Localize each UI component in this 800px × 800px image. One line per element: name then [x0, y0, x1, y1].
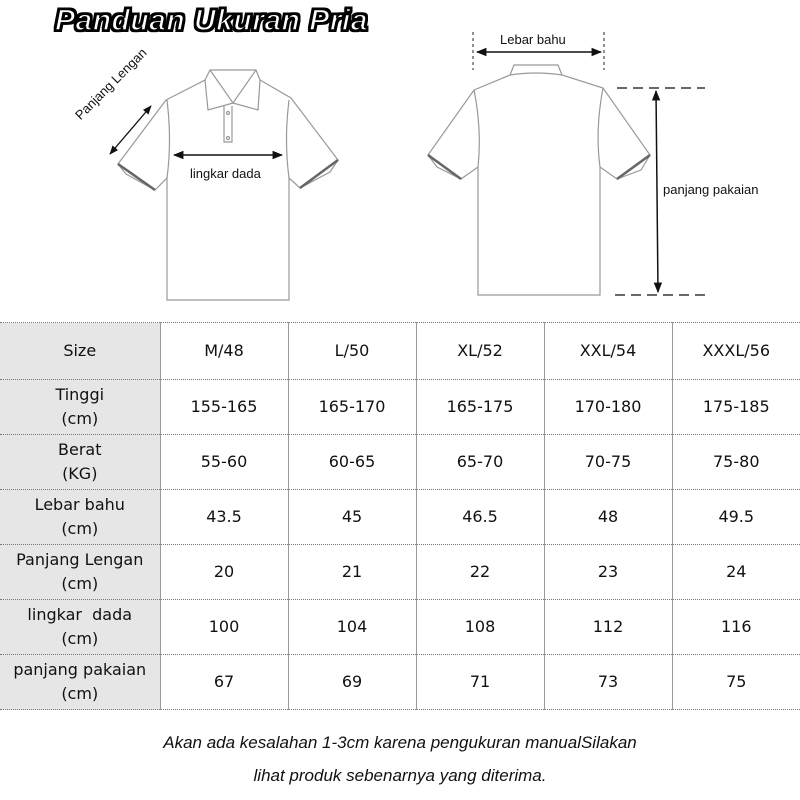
shirt-diagram-icon — [0, 0, 800, 318]
row-unit: (KG) — [62, 464, 98, 483]
table-cell: 165-170 — [288, 380, 416, 435]
table-cell: 104 — [288, 600, 416, 655]
header-cell: XXXL/56 — [672, 323, 800, 380]
front-shirt-icon — [118, 70, 338, 300]
table-row — [0, 600, 800, 655]
table-cell: 46.5 — [416, 490, 544, 545]
header-cell: XL/52 — [416, 323, 544, 380]
page-title: Panduan Ukuran Pria — [55, 4, 368, 37]
row-unit: (cm) — [61, 519, 99, 538]
table-cell: 70-75 — [544, 435, 672, 490]
table-row — [0, 490, 800, 545]
table-cell: 65-70 — [416, 435, 544, 490]
table-cell: 75 — [672, 655, 800, 710]
row-label — [0, 380, 160, 435]
row-label — [0, 545, 160, 600]
table-header-row — [0, 323, 800, 380]
row-label-text: Tinggi — [55, 385, 105, 404]
disclaimer-line-2: lihat produk sebenarnya yang diterima. — [253, 766, 547, 785]
table-cell: 116 — [672, 600, 800, 655]
table-cell: 175-185 — [672, 380, 800, 435]
table-cell: 155-165 — [160, 380, 288, 435]
table-cell: 43.5 — [160, 490, 288, 545]
header-cell: M/48 — [160, 323, 288, 380]
table-cell: 69 — [288, 655, 416, 710]
table-cell: 100 — [160, 600, 288, 655]
table-cell: 45 — [288, 490, 416, 545]
row-label-text: lingkar dada — [27, 605, 133, 624]
row-unit: (cm) — [61, 629, 99, 648]
row-label — [0, 490, 160, 545]
table-cell: 21 — [288, 545, 416, 600]
table-cell: 165-175 — [416, 380, 544, 435]
shirt-illustrations — [0, 0, 800, 318]
table-row — [0, 380, 800, 435]
back-shirt-icon — [428, 65, 650, 295]
header-cell: XXL/54 — [544, 323, 672, 380]
row-label-text: Panjang Lengan — [16, 550, 144, 569]
table-cell: 112 — [544, 600, 672, 655]
chest-label: lingkar dada — [190, 166, 261, 181]
row-unit: (cm) — [61, 684, 99, 703]
sleeve-length-label: Panjang Lengan — [72, 45, 150, 123]
garment-length-label: panjang pakaian — [663, 182, 759, 197]
table-cell: 49.5 — [672, 490, 800, 545]
row-label-text: Lebar bahu — [34, 495, 125, 514]
row-label — [0, 600, 160, 655]
table-cell: 48 — [544, 490, 672, 545]
row-unit: (cm) — [61, 409, 99, 428]
row-label-text: panjang pakaian — [13, 660, 147, 679]
table-row — [0, 655, 800, 710]
table-cell: 55-60 — [160, 435, 288, 490]
table-cell: 60-65 — [288, 435, 416, 490]
table-cell: 73 — [544, 655, 672, 710]
table-cell: 67 — [160, 655, 288, 710]
header-cell: L/50 — [288, 323, 416, 380]
table-cell: 108 — [416, 600, 544, 655]
row-label-text: Berat — [58, 440, 102, 459]
table-cell: 20 — [160, 545, 288, 600]
size-chart-table — [0, 322, 800, 710]
table-cell: 24 — [672, 545, 800, 600]
header-cell: Size — [0, 323, 160, 380]
row-label — [0, 435, 160, 490]
disclaimer-line-1: Akan ada kesalahan 1-3cm karena pengukuran manualSilakan — [163, 733, 637, 752]
table-cell: 170-180 — [544, 380, 672, 435]
table-cell: 75-80 — [672, 435, 800, 490]
table-row — [0, 545, 800, 600]
row-label — [0, 655, 160, 710]
shoulder-width-label: Lebar bahu — [500, 32, 566, 47]
table-row — [0, 435, 800, 490]
table-cell: 22 — [416, 545, 544, 600]
row-unit: (cm) — [61, 574, 99, 593]
table-cell: 71 — [416, 655, 544, 710]
table-cell: 23 — [544, 545, 672, 600]
